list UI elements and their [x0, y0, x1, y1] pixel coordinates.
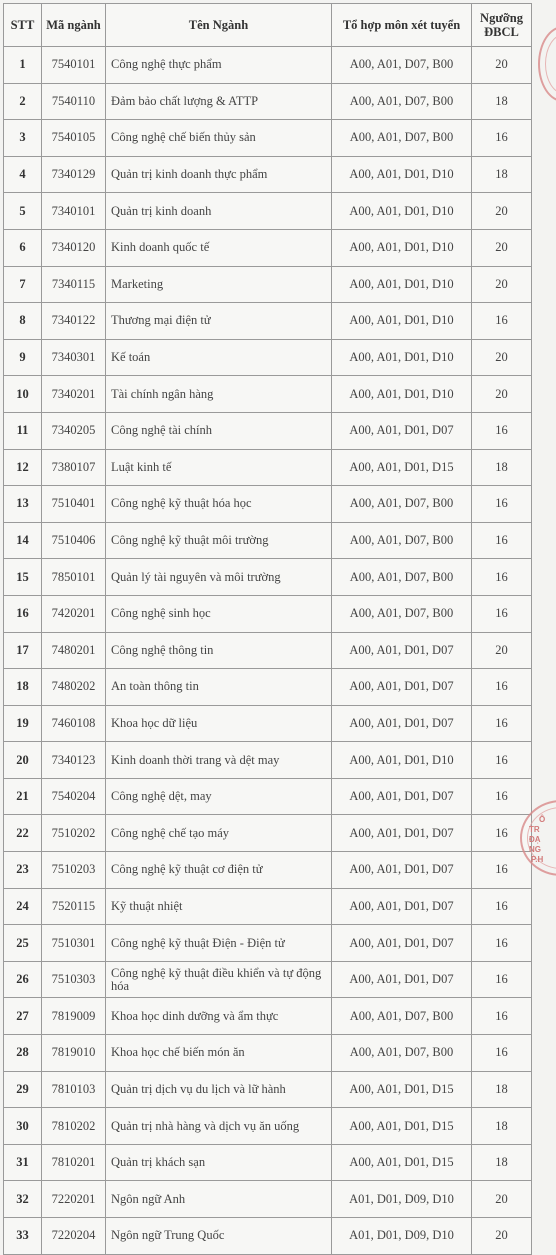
table-row [4, 1035, 532, 1072]
cell-subject-combination: A00, A01, D07, B00 [332, 47, 472, 84]
cell-major-name: Đảm bảo chất lượng & ATTP [106, 83, 332, 120]
cell-quality-threshold: 16 [472, 486, 532, 523]
seal-letter: Ô [539, 815, 546, 824]
cell-quality-threshold: 16 [472, 925, 532, 962]
cell-stt: 14 [4, 522, 42, 559]
cell-stt: 26 [4, 961, 42, 998]
cell-major-name: Kế toán [106, 339, 332, 376]
cell-major-code: 7819009 [42, 998, 106, 1035]
table-row [4, 815, 532, 852]
cell-quality-threshold: 18 [472, 156, 532, 193]
cell-subject-combination: A00, A01, D01, D10 [332, 229, 472, 266]
table-row [4, 120, 532, 157]
cell-subject-combination: A00, A01, D01, D07 [332, 412, 472, 449]
cell-major-code: 7510401 [42, 486, 106, 523]
cell-major-name: Luật kinh tế [106, 449, 332, 486]
cell-quality-threshold: 20 [472, 376, 532, 413]
cell-major-code: 7810103 [42, 1071, 106, 1108]
seal-letter: TR [529, 825, 540, 834]
cell-quality-threshold: 18 [472, 449, 532, 486]
cell-stt: 21 [4, 778, 42, 815]
table-row [4, 412, 532, 449]
cell-quality-threshold: 16 [472, 522, 532, 559]
cell-major-code: 7340123 [42, 742, 106, 779]
cell-quality-threshold: 18 [472, 1144, 532, 1181]
cell-stt: 12 [4, 449, 42, 486]
cell-major-name: Công nghệ kỹ thuật điều khiển và tự động hóa [106, 961, 332, 998]
seal-letter: ĐẠ [529, 835, 541, 844]
cell-subject-combination: A00, A01, D01, D10 [332, 193, 472, 230]
table-row [4, 595, 532, 632]
cell-major-code: 7540105 [42, 120, 106, 157]
cell-stt: 9 [4, 339, 42, 376]
cell-major-name: Quản trị khách sạn [106, 1144, 332, 1181]
cell-major-name: Công nghệ tài chính [106, 412, 332, 449]
cell-stt: 1 [4, 47, 42, 84]
cell-major-name: An toàn thông tin [106, 669, 332, 706]
cell-stt: 8 [4, 303, 42, 340]
cell-stt: 17 [4, 632, 42, 669]
cell-major-name: Marketing [106, 266, 332, 303]
table-row [4, 778, 532, 815]
table-row [4, 303, 532, 340]
cell-major-name: Công nghệ kỹ thuật hóa học [106, 486, 332, 523]
cell-major-code: 7540101 [42, 47, 106, 84]
cell-quality-threshold: 16 [472, 412, 532, 449]
cell-stt: 33 [4, 1218, 42, 1255]
cell-subject-combination: A00, A01, D01, D10 [332, 156, 472, 193]
table-row [4, 156, 532, 193]
cell-subject-combination: A00, A01, D01, D07 [332, 852, 472, 889]
cell-subject-combination: A00, A01, D01, D07 [332, 669, 472, 706]
cell-stt: 24 [4, 888, 42, 925]
cell-subject-combination: A00, A01, D01, D07 [332, 961, 472, 998]
cell-major-name: Khoa học chế biến món ăn [106, 1035, 332, 1072]
cell-subject-combination: A00, A01, D01, D07 [332, 705, 472, 742]
table-body [4, 47, 532, 1255]
cell-major-name: Công nghệ thông tin [106, 632, 332, 669]
cell-quality-threshold: 16 [472, 998, 532, 1035]
cell-quality-threshold: 20 [472, 1181, 532, 1218]
cell-stt: 20 [4, 742, 42, 779]
cell-major-name: Ngôn ngữ Anh [106, 1181, 332, 1218]
table-row [4, 522, 532, 559]
table-row [4, 449, 532, 486]
cell-major-name: Quản lý tài nguyên và môi trường [106, 559, 332, 596]
seal-letter: NG [529, 845, 541, 854]
cell-major-code: 7340122 [42, 303, 106, 340]
table-row [4, 486, 532, 523]
cell-subject-combination: A00, A01, D01, D10 [332, 742, 472, 779]
cell-quality-threshold: 16 [472, 120, 532, 157]
cell-major-name: Kinh doanh quốc tế [106, 229, 332, 266]
cell-subject-combination: A00, A01, D01, D07 [332, 925, 472, 962]
cell-major-code: 7540110 [42, 83, 106, 120]
cell-subject-combination: A00, A01, D01, D10 [332, 376, 472, 413]
cell-subject-combination: A00, A01, D07, B00 [332, 595, 472, 632]
table-row [4, 266, 532, 303]
cell-major-code: 7510203 [42, 852, 106, 889]
cell-major-code: 7480202 [42, 669, 106, 706]
cell-major-name: Công nghệ thực phẩm [106, 47, 332, 84]
cell-major-code: 7810201 [42, 1144, 106, 1181]
cell-major-code: 7510303 [42, 961, 106, 998]
cell-quality-threshold: 20 [472, 632, 532, 669]
cell-major-name: Công nghệ chế biến thủy sản [106, 120, 332, 157]
cell-major-code: 7340301 [42, 339, 106, 376]
cell-stt: 13 [4, 486, 42, 523]
cell-major-name: Công nghệ dệt, may [106, 778, 332, 815]
table-row [4, 229, 532, 266]
cell-quality-threshold: 18 [472, 1071, 532, 1108]
cell-major-name: Tài chính ngân hàng [106, 376, 332, 413]
table-row [4, 559, 532, 596]
cell-subject-combination: A00, A01, D01, D07 [332, 888, 472, 925]
cell-stt: 32 [4, 1181, 42, 1218]
table-row [4, 1181, 532, 1218]
cell-major-name: Công nghệ kỹ thuật môi trường [106, 522, 332, 559]
cell-major-code: 7540204 [42, 778, 106, 815]
cell-stt: 28 [4, 1035, 42, 1072]
cell-subject-combination: A00, A01, D01, D07 [332, 815, 472, 852]
cell-quality-threshold: 16 [472, 888, 532, 925]
table-row [4, 1218, 532, 1255]
seal-lettering [529, 815, 545, 865]
table-row [4, 669, 532, 706]
cell-stt: 18 [4, 669, 42, 706]
cell-major-code: 7850101 [42, 559, 106, 596]
admission-thresholds-table [3, 3, 532, 1255]
header-subject-combination: Tổ hợp môn xét tuyển [332, 4, 472, 47]
table-row [4, 376, 532, 413]
table-row [4, 83, 532, 120]
cell-major-code: 7819010 [42, 1035, 106, 1072]
cell-major-code: 7510406 [42, 522, 106, 559]
cell-stt: 19 [4, 705, 42, 742]
cell-major-code: 7380107 [42, 449, 106, 486]
cell-major-name: Công nghệ kỹ thuật Điện - Điện tử [106, 925, 332, 962]
table-row [4, 705, 532, 742]
cell-major-code: 7340120 [42, 229, 106, 266]
cell-major-name: Kinh doanh thời trang và dệt may [106, 742, 332, 779]
cell-stt: 16 [4, 595, 42, 632]
cell-subject-combination: A00, A01, D01, D15 [332, 449, 472, 486]
cell-major-name: Kỹ thuật nhiệt [106, 888, 332, 925]
cell-stt: 5 [4, 193, 42, 230]
table-header [4, 4, 532, 47]
cell-subject-combination: A00, A01, D07, B00 [332, 998, 472, 1035]
cell-subject-combination: A01, D01, D09, D10 [332, 1218, 472, 1255]
admission-table-container [3, 3, 532, 1255]
cell-subject-combination: A00, A01, D01, D15 [332, 1108, 472, 1145]
cell-stt: 2 [4, 83, 42, 120]
cell-subject-combination: A00, A01, D07, B00 [332, 559, 472, 596]
cell-subject-combination: A00, A01, D01, D10 [332, 303, 472, 340]
cell-stt: 29 [4, 1071, 42, 1108]
cell-stt: 10 [4, 376, 42, 413]
cell-stt: 4 [4, 156, 42, 193]
cell-major-code: 7420201 [42, 595, 106, 632]
seal-letter: P.H [531, 855, 544, 864]
cell-stt: 3 [4, 120, 42, 157]
header-stt: STT [4, 4, 42, 47]
cell-quality-threshold: 20 [472, 266, 532, 303]
cell-major-code: 7340129 [42, 156, 106, 193]
cell-subject-combination: A00, A01, D07, B00 [332, 120, 472, 157]
cell-subject-combination: A00, A01, D07, B00 [332, 522, 472, 559]
cell-major-name: Khoa học dinh dưỡng và ẩm thực [106, 998, 332, 1035]
cell-subject-combination: A00, A01, D01, D15 [332, 1144, 472, 1181]
cell-stt: 7 [4, 266, 42, 303]
cell-quality-threshold: 16 [472, 559, 532, 596]
cell-quality-threshold: 18 [472, 1108, 532, 1145]
table-row [4, 1108, 532, 1145]
cell-major-code: 7460108 [42, 705, 106, 742]
table-row [4, 632, 532, 669]
cell-major-name: Công nghệ kỹ thuật cơ điện tử [106, 852, 332, 889]
table-row [4, 998, 532, 1035]
table-row [4, 961, 532, 998]
cell-major-name: Công nghệ chế tạo máy [106, 815, 332, 852]
cell-stt: 23 [4, 852, 42, 889]
cell-quality-threshold: 16 [472, 595, 532, 632]
cell-quality-threshold: 16 [472, 778, 532, 815]
cell-subject-combination: A00, A01, D01, D15 [332, 1071, 472, 1108]
cell-stt: 25 [4, 925, 42, 962]
header-major-code: Mã ngành [42, 4, 106, 47]
cell-major-code: 7510301 [42, 925, 106, 962]
cell-major-code: 7810202 [42, 1108, 106, 1145]
cell-major-code: 7480201 [42, 632, 106, 669]
cell-major-code: 7340115 [42, 266, 106, 303]
cell-quality-threshold: 16 [472, 742, 532, 779]
cell-major-name: Ngôn ngữ Trung Quốc [106, 1218, 332, 1255]
cell-major-code: 7340101 [42, 193, 106, 230]
table-row [4, 888, 532, 925]
cell-quality-threshold: 18 [472, 83, 532, 120]
cell-major-name: Quản trị kinh doanh thực phẩm [106, 156, 332, 193]
table-row [4, 339, 532, 376]
cell-subject-combination: A00, A01, D07, B00 [332, 1035, 472, 1072]
cell-major-name: Khoa học dữ liệu [106, 705, 332, 742]
table-row [4, 1071, 532, 1108]
cell-quality-threshold: 16 [472, 303, 532, 340]
cell-subject-combination: A00, A01, D01, D10 [332, 339, 472, 376]
cell-stt: 27 [4, 998, 42, 1035]
cell-quality-threshold: 16 [472, 705, 532, 742]
cell-quality-threshold: 20 [472, 229, 532, 266]
table-row [4, 47, 532, 84]
cell-quality-threshold: 20 [472, 1218, 532, 1255]
cell-stt: 22 [4, 815, 42, 852]
header-row [4, 4, 532, 47]
cell-stt: 31 [4, 1144, 42, 1181]
cell-quality-threshold: 16 [472, 815, 532, 852]
table-row [4, 925, 532, 962]
table-row [4, 852, 532, 889]
cell-quality-threshold: 16 [472, 1035, 532, 1072]
cell-major-name: Quản trị kinh doanh [106, 193, 332, 230]
table-row [4, 1144, 532, 1181]
red-seal-fragment-top [538, 26, 556, 102]
cell-major-name: Thương mại điện tử [106, 303, 332, 340]
cell-quality-threshold: 20 [472, 47, 532, 84]
cell-major-code: 7340201 [42, 376, 106, 413]
cell-quality-threshold: 16 [472, 852, 532, 889]
cell-subject-combination: A00, A01, D01, D07 [332, 632, 472, 669]
cell-stt: 6 [4, 229, 42, 266]
cell-subject-combination: A00, A01, D01, D07 [332, 778, 472, 815]
cell-subject-combination: A00, A01, D07, B00 [332, 486, 472, 523]
cell-major-code: 7340205 [42, 412, 106, 449]
cell-quality-threshold: 20 [472, 193, 532, 230]
cell-subject-combination: A01, D01, D09, D10 [332, 1181, 472, 1218]
cell-subject-combination: A00, A01, D01, D10 [332, 266, 472, 303]
cell-subject-combination: A00, A01, D07, B00 [332, 83, 472, 120]
cell-major-name: Quản trị dịch vụ du lịch và lữ hành [106, 1071, 332, 1108]
cell-major-code: 7510202 [42, 815, 106, 852]
cell-major-code: 7520115 [42, 888, 106, 925]
cell-stt: 15 [4, 559, 42, 596]
cell-quality-threshold: 16 [472, 961, 532, 998]
cell-major-name: Quản trị nhà hàng và dịch vụ ăn uống [106, 1108, 332, 1145]
cell-major-code: 7220204 [42, 1218, 106, 1255]
cell-stt: 30 [4, 1108, 42, 1145]
cell-major-name: Công nghệ sinh học [106, 595, 332, 632]
cell-major-code: 7220201 [42, 1181, 106, 1218]
cell-quality-threshold: 16 [472, 669, 532, 706]
header-quality-threshold: Ngưỡng ĐBCL [472, 4, 532, 47]
header-major-name: Tên Ngành [106, 4, 332, 47]
table-row [4, 193, 532, 230]
cell-stt: 11 [4, 412, 42, 449]
cell-quality-threshold: 20 [472, 339, 532, 376]
table-row [4, 742, 532, 779]
